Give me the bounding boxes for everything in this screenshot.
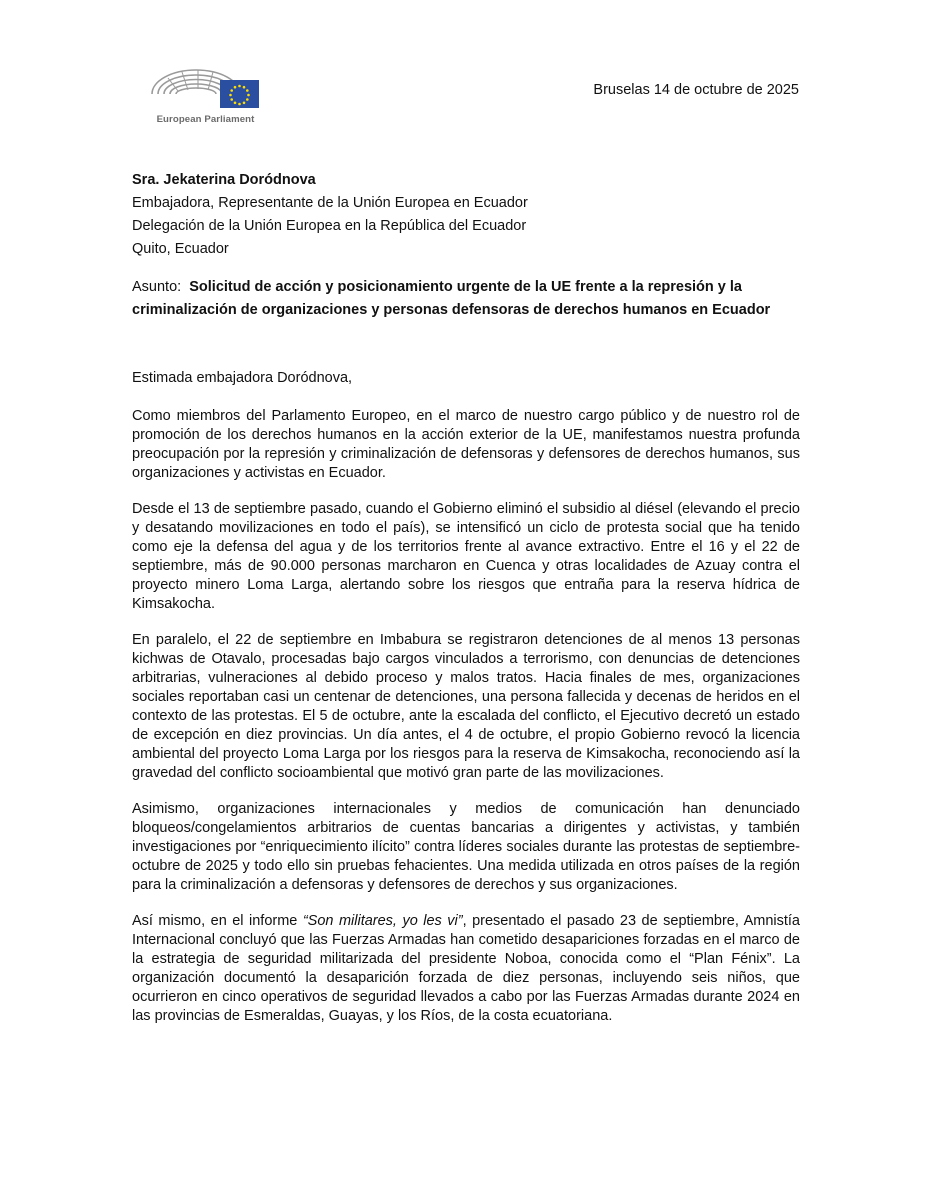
subject-label: Asunto: xyxy=(132,279,182,295)
letter-date: Bruselas 14 de octubre de 2025 xyxy=(593,82,799,98)
paragraph-3: En paralelo, el 22 de septiembre en Imbabura se registraron detenciones de al menos 13 personas kichwas de Otavalo, procesadas bajo cargos vinculados a terrorismo, con denuncias de detenciones arbitrarias, vulneraciones al debido proceso y malos tratos. Hacia finales de mes, organizaciones sociales reportaban casi un centenar de detenciones, una persona fallecida y decenas de heridos en el contexto de las protestas. El 5 de octubre, ante la escalada del conflicto, el Ejecutivo decretó un estado de excepción en diez provincias. Un día antes, el 4 de octubre, el propio Gobierno revocó la licencia ambiental del proyecto Loma Larga por los riesgos para la reserva de Kimsakocha, reconociendo así la gravedad del conflicto socioambiental que motivó gran parte de las movilizaciones. xyxy=(132,632,800,781)
paragraph-5-rest: , presentado el pasado 23 de septiembre, Amnistía Internacional concluyó que las Fuerzas Armadas han cometido desapariciones forzadas en el marco de la estrategia de seguridad militarizada del presidente Noboa, conocida como el “Plan Fénix”. La organización documentó la desaparición forzada de diez personas, incluyendo seis niños, que ocurrieron en cinco operativos de seguridad llevados a cabo por las Fuerzas Armadas durante 2024 en las provincias de Esmeraldas, Guayas, y los Ríos, de la costa ecuatoriana. xyxy=(132,913,800,1024)
paragraph-5-intro: Así mismo, en el informe xyxy=(132,913,298,929)
paragraph-5 xyxy=(132,912,800,1026)
logo-wordmark: European Parliament xyxy=(156,114,255,125)
european-parliament-logo xyxy=(148,60,263,132)
recipient-name: Sra. Jekaterina Doródnova xyxy=(132,172,316,188)
paragraph-2: Desde el 13 de septiembre pasado, cuando el Gobierno eliminó el subsidio al diésel (elevando el precio y desatando movilizaciones en todo el país), se intensificó un ciclo de protesta social que ha tenido como eje la defensa del agua y de los territorios frente al avance extractivo. Entre el 16 y el 22 de septiembre, más de 90.000 personas marcharon en Cuenca y otras localidades de Azuay contra el proyecto minero Loma Larga, alertando sobre los riesgos que entraña para la reserva hídrica de Kimsakocha. xyxy=(132,501,800,612)
subject-text: Solicitud de acción y posicionamiento urgente de la UE frente a la represión y la criminalización de organizaciones y personas defensoras de derechos humanos en Ecuador xyxy=(132,279,771,318)
salutation: Estimada embajadora Doródnova, xyxy=(132,370,353,386)
report-title: “Son militares, yo les vi” xyxy=(302,913,463,929)
hemicycle-flag-icon xyxy=(148,60,263,114)
paragraph-1: Como miembros del Parlamento Europeo, en el marco de nuestro cargo público y de nuestro rol de promoción de los derechos humanos en la acción exterior de la UE, manifestamos nuestra profunda preocupación por la represión y criminalización de defensoras y defensores de derechos humanos, sus organizaciones y activistas en Ecuador. xyxy=(132,408,800,481)
recipient-office: Delegación de la Unión Europea en la República del Ecuador xyxy=(132,218,527,234)
letter-body xyxy=(132,407,800,1043)
paragraph-4: Asimismo, organizaciones internacionales y medios de comunicación han denunciado bloqueos/congelamientos arbitrarios de cuentas bancarias a dirigentes y activistas, y también investigaciones por “enriquecimiento ilícito” contra líderes sociales durante las protestas de septiembre-octubre de 2025 y todo ello sin pruebas fehacientes. Una medida utilizada en otros países de la región para la criminalización a defensoras y defensores de derechos y sus organizaciones. xyxy=(132,801,800,893)
recipient-city: Quito, Ecuador xyxy=(132,241,229,257)
recipient-block xyxy=(132,169,528,261)
subject-line xyxy=(132,276,800,322)
recipient-role: Embajadora, Representante de la Unión Europea en Ecuador xyxy=(132,195,528,211)
